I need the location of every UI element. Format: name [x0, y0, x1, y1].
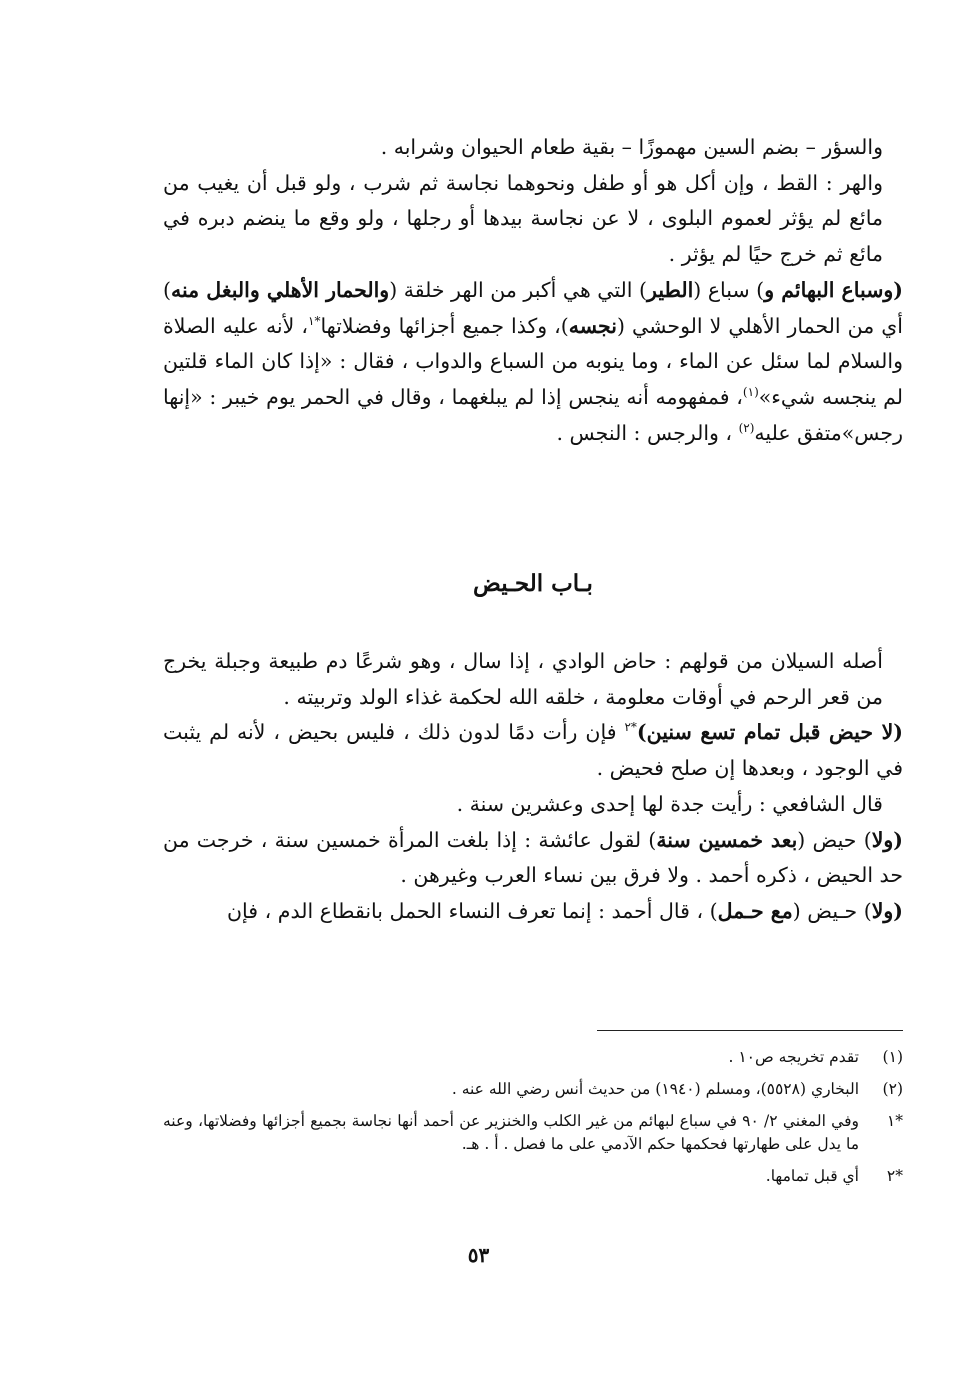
paragraph-suor: والسؤر – بضم السين مهموزًا – بقية طعام الحيوان وشرابه .: [380, 135, 883, 159]
footnote-text: أي قبل تمامها.: [765, 1167, 859, 1185]
bold-term: الطير: [647, 277, 694, 302]
footnote-marker: (٢): [738, 420, 755, 435]
bold-term: (لا حيض قبل تمام تسع سنين): [636, 720, 903, 745]
footnote-number: (٢): [882, 1080, 903, 1098]
text-run: ) أي من الحمار الأهلي لا الوحشي (: [163, 277, 903, 338]
footnote-item: [163, 1165, 903, 1188]
footnote-item: [163, 1078, 903, 1101]
paragraph-min-age: [163, 715, 903, 786]
footnote-marker: *٢: [624, 720, 637, 735]
text-run: ، والرجس : النجس .: [556, 420, 739, 445]
bold-term: (ولا: [871, 898, 903, 923]
section-heading: بـاب الحـيض: [473, 570, 593, 597]
paragraph-shafii: قال الشافعي : رأيت جدة لها إحدى وعشرين سنة .: [456, 791, 883, 816]
bold-term: نجسه: [568, 313, 617, 338]
footnote-number: *٢: [886, 1167, 903, 1185]
footnote-text: تقدم تخريجه ص١٠ .: [728, 1048, 859, 1066]
haid-text-block: [163, 644, 903, 930]
footnote-number: (١): [882, 1048, 903, 1066]
text-run: ) حيض (: [797, 827, 872, 852]
footnote-separator: [597, 1030, 903, 1031]
bold-term: والحمار الأهلي والبغل منه: [171, 277, 390, 302]
text-run: ) ، قال أحمد : إنما تعرف النساء الحمل بانقطاع الدم ، فإن: [227, 898, 718, 923]
text-run: ) حـيض (: [792, 898, 872, 923]
paragraph-hirr: والهر : القط ، وإن أكل هو أو طفل ونحوهما نجاسة ثم شرب ، ولو قبل أن يغيب من مائع لم يؤثر لعموم البلوى ، لا عن نجاسة بيدها أو رجلها ، ولو وقع ما ينضم دبره في مائع ثم خرج حيًا لم يؤثر .: [163, 170, 883, 267]
top-text-block: [163, 130, 903, 451]
paragraph-definition: أصله السيلان من قولهم : حاض الوادي ، إذا سال ، وهو شرعًا دم طبيعة وجبلة يخرج من قعر الرحم في أوقات معلومة ، خلقه الله لحكمة غذاء الولد وتربيته .: [163, 649, 883, 709]
text-run: ) سباع (: [693, 277, 765, 302]
footnote-text: البخاري (٥٥٢٨)، ومسلم (١٩٤٠) من حديث أنس رضي الله عنه .: [451, 1080, 859, 1098]
paragraph-max-age: [163, 823, 903, 894]
text-run: ، فمفهومه أنه ينجس إذا لم يبلغهما ، وقال في الحمر يوم خيبر : «إنها رجس»متفق عليه: [163, 384, 903, 445]
text-run: ) التي هي أكبر من الهر خلقة (: [389, 277, 648, 302]
bold-term: (وسباع البهائم و: [764, 277, 903, 302]
footnote-marker: (١): [742, 385, 759, 400]
text-run: فإن رأت دمًا لدون ذلك ، فليس بحيض ، لأنه لم يثبت في الوجود ، وبعدها إن صلح فحيض .: [163, 720, 903, 781]
footnote-marker: *١: [307, 313, 321, 328]
text-run: )، وكذا جميع أجزائها وفضلاتها: [320, 313, 569, 338]
page-number: ٥٣: [467, 1243, 490, 1267]
bold-term: بعد خمسين سنة: [656, 827, 798, 852]
paragraph-sibaa: [163, 273, 903, 452]
footnote-item: [163, 1046, 903, 1069]
bold-term: (ولا: [871, 827, 903, 852]
bold-term: مع حـمل: [717, 898, 793, 923]
footnote-number: *١: [886, 1112, 903, 1130]
footnote-text: وفي المغني ٢/ ٩٠ في سباع لبهائم من غير الكلب والخنزير عن أحمد أنها نجاسة بجميع أجزائها وفضلاتها، وعنه ما يدل على طهارتها فحكمها حكم الآدمي على ما فصل . أ . هـ.: [163, 1112, 859, 1153]
text-run: ، لأنه عليه الصلاة والسلام لما سئل عن الماء ، وما ينوبه من السباع والدواب ، فقال : «إذا كان الماء قلتين لم ينجسه شيء»: [163, 313, 903, 409]
footnotes: [163, 1046, 903, 1197]
text-run: ) لقول عائشة : إذا بلغت المرأة خمسين سنة ، خرجت من حد الحيض ، ذكره أحمد . ولا فرق بين نساء العرب وغيرهن .: [163, 827, 903, 888]
footnote-item: [163, 1110, 903, 1156]
paragraph-pregnancy: [163, 894, 903, 930]
